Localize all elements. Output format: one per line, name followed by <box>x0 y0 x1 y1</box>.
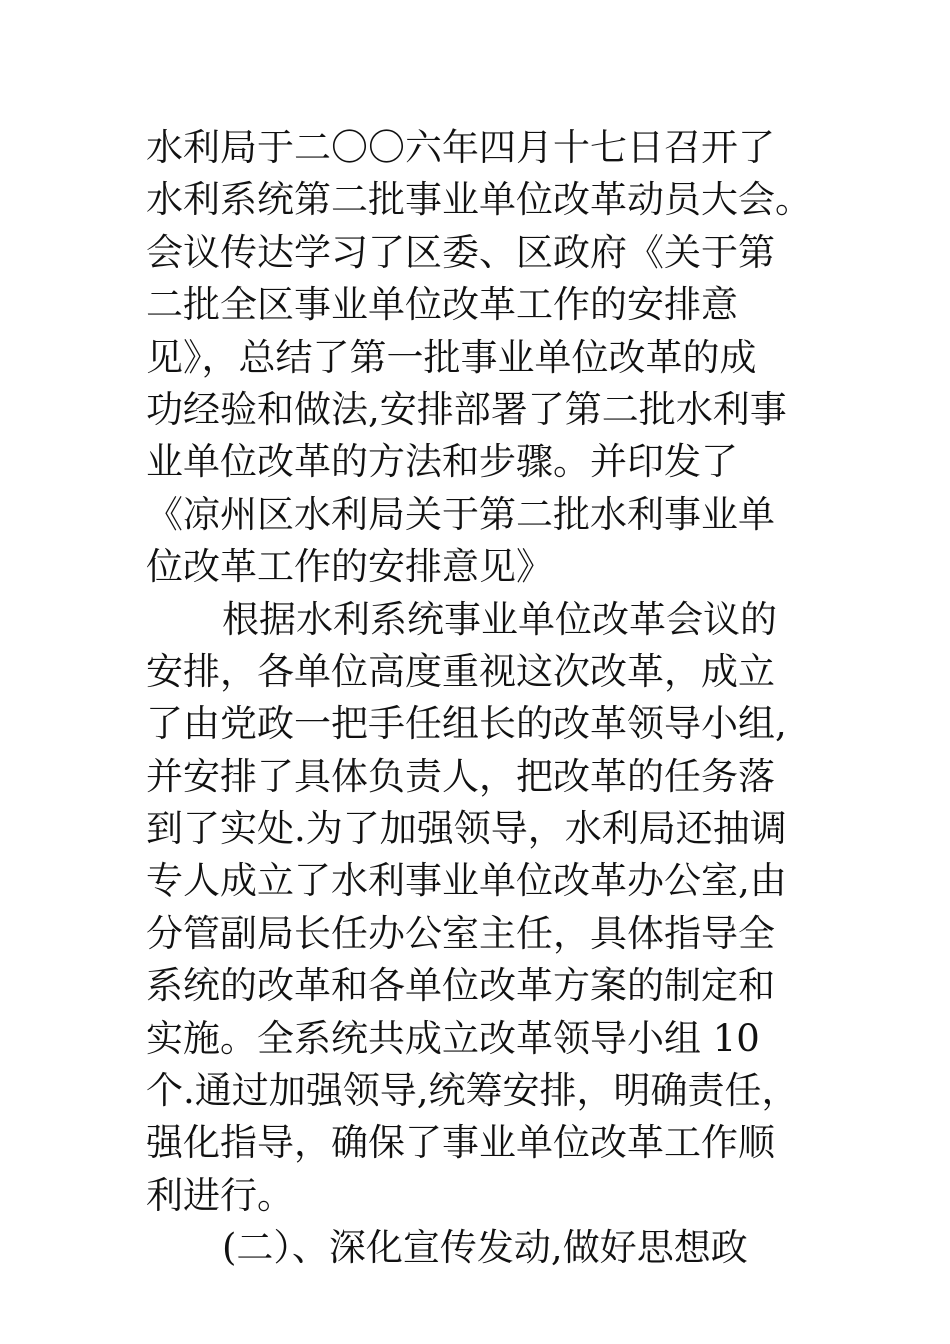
paragraph-line: 分管副局长任办公室主任，具体指导全 <box>146 911 775 955</box>
paragraph-line: 了由党政一把手任组长的改革领导小组, <box>146 702 787 746</box>
paragraph-line: 实施。全系统共成立改革领导小组 10 <box>146 1016 760 1060</box>
section-heading <box>146 1222 846 1274</box>
paragraph-line: 安排，各单位高度重视这次改革，成立 <box>146 649 775 693</box>
paragraph-line: 水利系统第二批事业单位改革动员大会。 <box>146 178 812 222</box>
section-heading-text: (二）、深化宣传发动,做好思想政 <box>222 1226 748 1270</box>
paragraph-line: 利进行。 <box>146 1173 294 1217</box>
paragraph-line: 二批全区事业单位改革工作的安排意 <box>146 283 738 327</box>
paragraph-intro <box>146 122 846 594</box>
paragraph-line: 业单位改革的方法和步骤。并印发了 <box>146 440 738 484</box>
paragraph-line: 并安排了具体负责人，把改革的任务落 <box>146 754 775 798</box>
paragraph-line: 个.通过加强领导,统筹安排，明确责任， <box>146 1069 799 1113</box>
paragraph-line: 见》，总结了第一批事业单位改革的成 <box>146 335 757 379</box>
paragraph-leadership <box>146 594 846 1223</box>
paragraph-line: 位改革工作的安排意见》 <box>146 545 553 589</box>
paragraph-line: 功经验和做法,安排部署了第二批水利事 <box>146 387 787 431</box>
paragraph-line: 强化指导，确保了事业单位改革工作顺 <box>146 1121 775 1165</box>
paragraph-line: 会议传达学习了区委、区政府《关于第 <box>146 230 775 274</box>
paragraph-line: 到了实处.为了加强领导，水利局还抽调 <box>146 807 787 851</box>
paragraph-line: 专人成立了水利事业单位改革办公室,由 <box>146 859 787 903</box>
paragraph-line: 系统的改革和各单位改革方案的制定和 <box>146 964 775 1008</box>
paragraph-line: 水利局于二〇〇六年四月十七日召开了 <box>146 126 775 169</box>
paragraph-line: 《凉州区水利局关于第二批水利事业单 <box>146 492 775 536</box>
paragraph-line-indented: 根据水利系统事业单位改革会议的 <box>222 597 777 641</box>
document-body <box>146 122 846 1275</box>
